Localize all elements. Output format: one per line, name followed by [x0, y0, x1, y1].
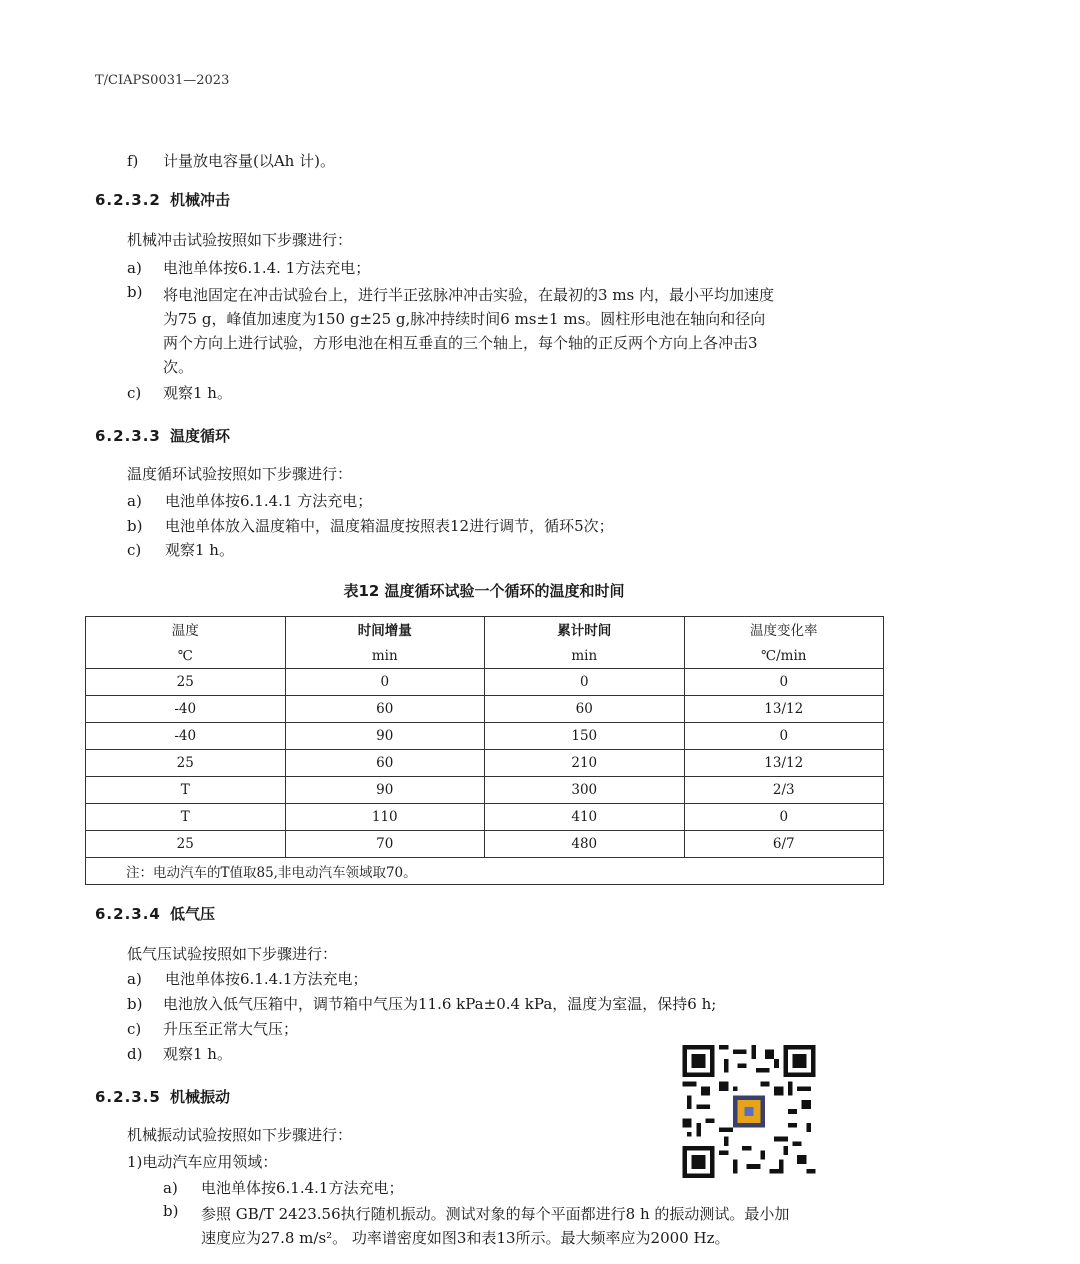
table-cell: 0 — [684, 669, 884, 696]
item-text: 电池单体放入温度箱中，温度箱温度按照表12进行调节，循环5次； — [165, 517, 614, 535]
section-intro: 低气压试验按照如下步骤进行： — [127, 945, 338, 963]
table-cell: 60 — [285, 750, 485, 777]
column-header: 累计时间 min — [485, 617, 685, 669]
item-label: a) — [163, 1179, 178, 1197]
table-cell: 0 — [485, 669, 685, 696]
table-cell: 0 — [684, 723, 884, 750]
table-cell: 90 — [285, 777, 485, 804]
document-id: T/CIAPS0031—2023 — [95, 73, 230, 88]
list-item — [127, 515, 614, 536]
item-label: b) — [127, 283, 143, 301]
table-row — [86, 777, 884, 804]
item-label: a) — [127, 492, 142, 510]
table-note-row — [86, 858, 884, 885]
table-cell: 25 — [86, 750, 286, 777]
section-number: 6.2.3.4 — [95, 905, 161, 923]
table-cell: 2/3 — [684, 777, 884, 804]
table-cell: 410 — [485, 804, 685, 831]
item-text-line: 参照 GB/T 2423.56执行随机振动。测试对象的每个平面都进行8 h 的振动测试。最小加 — [201, 1205, 790, 1223]
section-intro: 温度循环试验按照如下步骤进行： — [127, 465, 353, 483]
item-text: 电池单体按6.1.4.1 方法充电； — [165, 492, 373, 510]
table-row — [86, 669, 884, 696]
table-cell: 25 — [86, 831, 286, 858]
item-label: a) — [127, 970, 142, 988]
table-cell: 90 — [285, 723, 485, 750]
list-item — [127, 1018, 298, 1039]
list-item — [127, 993, 716, 1014]
column-header: 温度变化率 ℃/min — [684, 617, 884, 669]
item-label: c) — [127, 384, 142, 402]
item-text: 观察1 h。 — [165, 541, 234, 559]
table-cell: 0 — [684, 804, 884, 831]
section-title: 机械冲击 — [170, 191, 231, 209]
item-text-line: 将电池固定在冲击试验台上，进行半正弦脉冲冲击实验，在最初的3 ms 内，最小平均加速度 — [163, 286, 775, 304]
list-item — [127, 968, 367, 989]
table-cell: 60 — [285, 696, 485, 723]
item-label: f) — [127, 152, 139, 170]
list-item — [127, 283, 883, 379]
list-item — [127, 382, 232, 403]
column-header: 时间增量 min — [285, 617, 485, 669]
item-label: b) — [127, 995, 143, 1013]
table-cell: 210 — [485, 750, 685, 777]
table-caption: 表12 温度循环试验一个循环的温度和时间 — [343, 582, 625, 600]
table-cell: -40 — [86, 723, 286, 750]
list-item-f — [127, 150, 335, 171]
item-label: a) — [127, 259, 142, 277]
item-text-line: 次。 — [163, 358, 194, 376]
item-text: 观察1 h。 — [163, 384, 232, 402]
section-number: 6.2.3.5 — [95, 1088, 161, 1106]
section-heading-6232 — [95, 189, 230, 210]
table-cell: 150 — [485, 723, 685, 750]
list-item — [163, 1177, 403, 1198]
section-title: 机械振动 — [170, 1088, 231, 1106]
item-label: b) — [163, 1202, 179, 1220]
table-cell: 0 — [285, 669, 485, 696]
list-item — [127, 1043, 232, 1064]
table-cell: 25 — [86, 669, 286, 696]
table-note: 注：电动汽车的T值取85,非电动汽车领域取70。 — [86, 858, 884, 885]
table-cell: 13/12 — [684, 750, 884, 777]
table-cell: -40 — [86, 696, 286, 723]
item-label: d) — [127, 1045, 143, 1063]
section-heading-6235 — [95, 1086, 230, 1107]
item-text: 电池放入低气压箱中，调节箱中气压为11.6 kPa±0.4 kPa，温度为室温，保持6 h; — [163, 995, 717, 1013]
list-item — [127, 539, 234, 560]
subsection-label: 1)电动汽车应用领域： — [127, 1153, 278, 1171]
item-text: 电池单体按6.1.4. 1方法充电； — [163, 259, 371, 277]
table-cell: 60 — [485, 696, 685, 723]
table-row — [86, 831, 884, 858]
item-label: c) — [127, 541, 142, 559]
table-cell: 13/12 — [684, 696, 884, 723]
item-text: 升压至正常大气压； — [163, 1020, 299, 1038]
item-text-line: 两个方向上进行试验，方形电池在相互垂直的三个轴上，每个轴的正反两个方向上各冲击3 — [163, 334, 758, 352]
table-row — [86, 696, 884, 723]
column-header: 温度 ℃ — [86, 617, 286, 669]
table-cell: 480 — [485, 831, 685, 858]
table-cell: 70 — [285, 831, 485, 858]
item-label: b) — [127, 517, 143, 535]
table-cell: 110 — [285, 804, 485, 831]
section-intro: 机械冲击试验按照如下步骤进行： — [127, 231, 353, 249]
section-heading-6234 — [95, 903, 215, 924]
item-text: 电池单体按6.1.4.1方法充电； — [201, 1179, 404, 1197]
item-text: 观察1 h。 — [163, 1045, 232, 1063]
table-cell: T — [86, 804, 286, 831]
section-heading-6233 — [95, 425, 230, 446]
table-cell: 6/7 — [684, 831, 884, 858]
item-text-line: 速度应为27.8 m/s²。 功率谱密度如图3和表13所示。最大频率应为2000 Hz。 — [201, 1229, 730, 1247]
table-row — [86, 750, 884, 777]
list-item — [163, 1202, 881, 1250]
qr-code — [679, 1045, 819, 1178]
table-cell: 300 — [485, 777, 685, 804]
section-intro: 机械振动试验按照如下步骤进行： — [127, 1126, 353, 1144]
table-row — [86, 723, 884, 750]
temperature-cycle-table — [85, 616, 884, 885]
list-item — [127, 490, 372, 511]
list-item — [127, 257, 370, 278]
item-label: c) — [127, 1020, 142, 1038]
item-text-line: 为75 g，峰值加速度为150 g±25 g,脉冲持续时间6 ms±1 ms。圆柱形电池在轴向和径向 — [163, 310, 766, 328]
item-text: 计量放电容量(以Ah 计)。 — [163, 152, 335, 170]
section-number: 6.2.3.2 — [95, 191, 161, 209]
item-text: 电池单体按6.1.4.1方法充电； — [165, 970, 368, 988]
section-title: 低气压 — [170, 905, 216, 923]
section-title: 温度循环 — [170, 427, 231, 445]
table-row — [86, 804, 884, 831]
section-number: 6.2.3.3 — [95, 427, 161, 445]
table-cell: T — [86, 777, 286, 804]
